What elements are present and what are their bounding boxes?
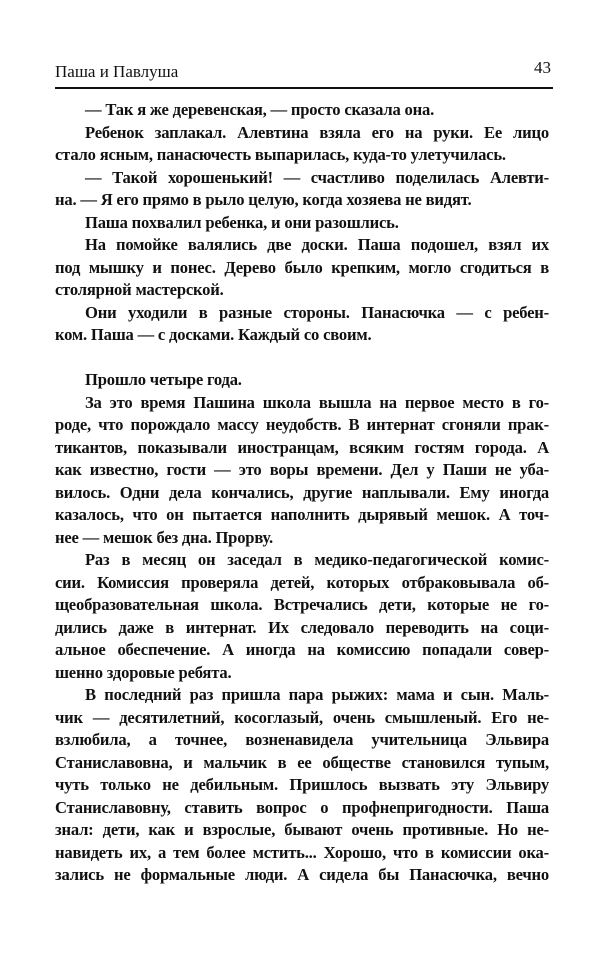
text-line: Станиславовна, и мальчик в ее обществе становился тупым, bbox=[55, 752, 549, 772]
text-line: За это время Пашина школа вышла на первое место в го- bbox=[85, 392, 549, 412]
text-line: навидеть их, а тем более мстить... Хорошо, что в комиссии ока- bbox=[55, 842, 549, 862]
running-title: Паша и Павлуша bbox=[55, 62, 179, 81]
text-line: под мышку и понес. Дерево было крепким, могло сгодиться в bbox=[55, 257, 549, 277]
text-line: В последний раз пришла пара рыжих: мама и сын. Маль- bbox=[85, 685, 549, 704]
text-line: — Такой хорошенький! — счастливо поделилась Алевти- bbox=[85, 167, 549, 187]
text-line: столярной мастерской. bbox=[55, 280, 224, 299]
text-line: взлюбила, а точнее, возненавидела учительница Эльвира bbox=[55, 730, 549, 749]
page-number: 43 bbox=[534, 58, 551, 77]
text-line: Они уходили в разные стороны. Панасючка — с ребен- bbox=[85, 302, 549, 322]
header-rule bbox=[55, 87, 553, 89]
text-line: чуть только не дебильным. Пришлось вызвать эту Эльвиру bbox=[55, 775, 549, 794]
paragraph bbox=[55, 684, 549, 887]
paragraph bbox=[55, 549, 549, 684]
text-line: дились даже в интернат. Их следовало переводить на соци- bbox=[55, 617, 549, 637]
paragraph bbox=[55, 369, 549, 392]
paragraph bbox=[55, 212, 549, 235]
text-line: шенно здоровые ребята. bbox=[55, 662, 232, 682]
text-line: как известно, гости — это воры времени. Дел у Паши не уба- bbox=[55, 460, 549, 479]
paragraph bbox=[55, 234, 549, 302]
text-line: знал: дети, как и взрослые, бывают очень противные. Но не- bbox=[55, 820, 549, 839]
section-break bbox=[55, 347, 549, 370]
text-line: вилось. Одни дела кончались, другие наплывали. Ему иногда bbox=[55, 482, 549, 502]
text-line: роде, что порождало массу неудобств. В интернат сгоняли прак- bbox=[55, 415, 549, 434]
text-line: альное обеспечение. А иногда на комиссию попадали совер- bbox=[55, 640, 549, 659]
text-line: Станиславовну, ставить вопрос о профнепригодности. Паша bbox=[55, 797, 549, 817]
paragraph bbox=[55, 99, 549, 122]
text-line: Раз в месяц он заседал в медико-педагогической комис- bbox=[85, 550, 549, 569]
text-line: Ребенок заплакал. Алевтина взяла его на руки. Ее лицо bbox=[85, 122, 549, 142]
text-line: зались не формальные люди. А сидела бы Панасючка, вечно bbox=[55, 865, 549, 884]
paragraph bbox=[55, 167, 549, 212]
text-line: на. — Я его прямо в рыло целую, когда хозяева не видят. bbox=[55, 190, 472, 209]
text-line: Паша похвалил ребенка, и они разошлись. bbox=[85, 212, 399, 232]
running-header bbox=[55, 58, 553, 86]
text-line: щеобразовательная школа. Встречались дети, которые не го- bbox=[55, 595, 549, 614]
text-line: стало ясным, панасючесть выпарилась, куда-то улетучилась. bbox=[55, 145, 506, 164]
text-line: На помойке валялись две доски. Паша подошел, взял их bbox=[85, 235, 549, 254]
text-line: тикантов, показывали иностранцам, всяким гостям города. А bbox=[55, 437, 549, 457]
paragraph bbox=[55, 302, 549, 347]
text-line: казалось, что он пытается наполнить дырявый мешок. А точ- bbox=[55, 505, 549, 524]
text-line: — Так я же деревенская, — просто сказала она. bbox=[85, 100, 435, 119]
paragraph bbox=[55, 392, 549, 550]
page-body bbox=[55, 99, 549, 887]
text-line: ком. Паша — с досками. Каждый со своим. bbox=[55, 325, 372, 344]
text-line: сии. Комиссия проверяла детей, которых отбраковывала об- bbox=[55, 572, 549, 592]
text-line: нее — мешок без дна. Прорву. bbox=[55, 527, 273, 547]
text-line: Прошло четыре года. bbox=[85, 370, 242, 389]
text-line: чик — десятилетний, косоглазый, очень смышленый. Его не- bbox=[55, 707, 549, 727]
paragraph bbox=[55, 122, 549, 167]
